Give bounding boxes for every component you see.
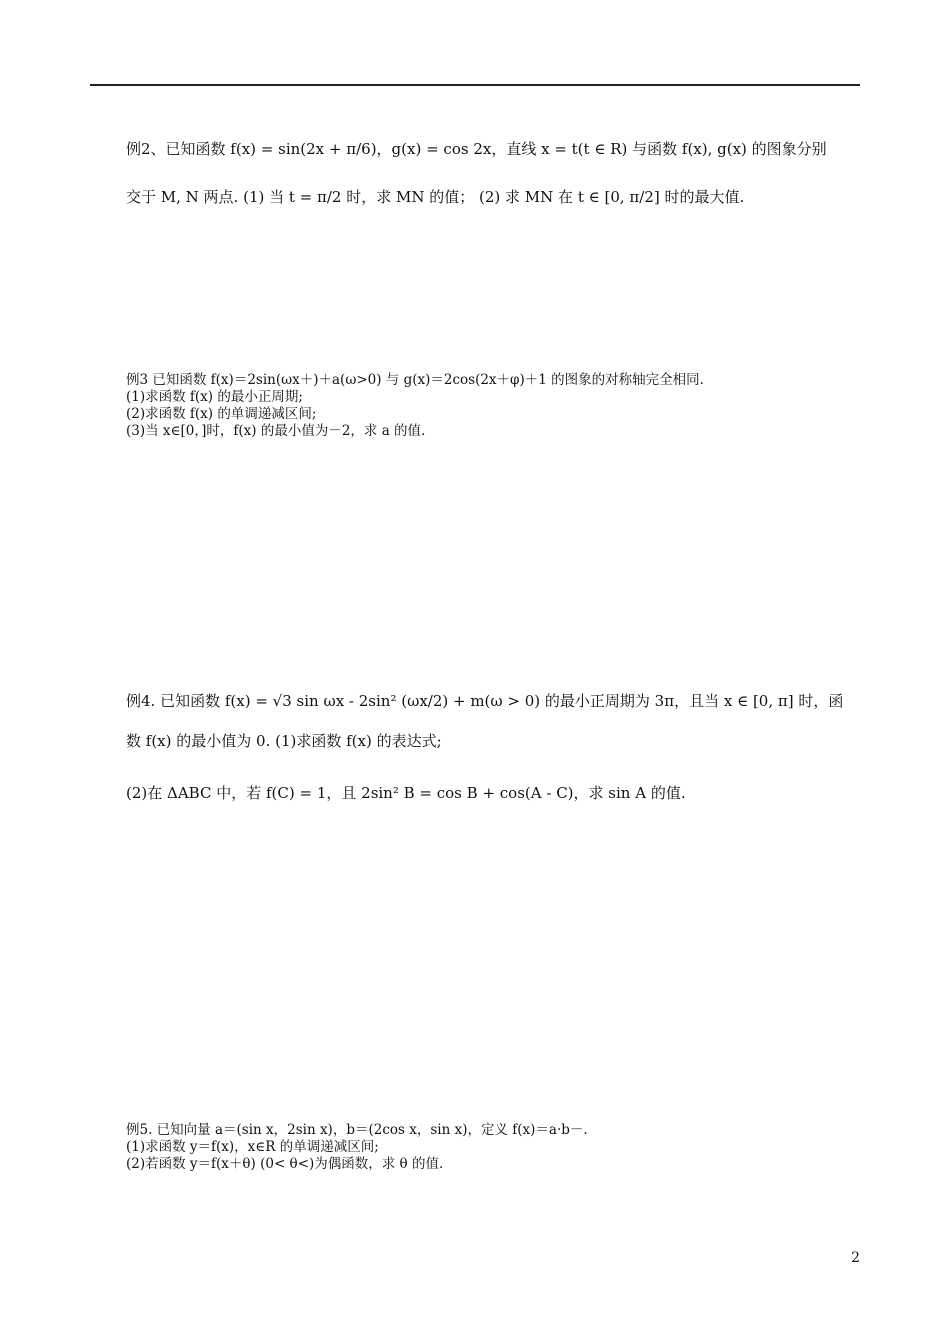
problem-3-line-2: (1)求函数 f(x) 的最小正周期;	[126, 389, 303, 405]
problem-4-line-1: 例4. 已知函数 f(x) = √3 sin ωx - 2sin² (ωx/2) + m(ω > 0) 的最小正周期为 3π，且当 x ∈ [0, π] 时，函	[126, 692, 844, 710]
problem-2-line-1: 例2、已知函数 f(x) = sin(2x + π/6)，g(x) = cos 2x，直线 x = t(t ∈ R) 与函数 f(x), g(x) 的图象分别	[126, 140, 827, 158]
problem-4-line-3: (2)在 ΔABC 中，若 f(C) = 1，且 2sin² B = cos B + cos(A - C)，求 sin A 的值.	[126, 784, 686, 802]
page-number: 2	[851, 1250, 860, 1266]
problem-3-line-1: 例3 已知函数 f(x)＝2sin(ωx＋)＋a(ω>0) 与 g(x)＝2cos(2x＋φ)＋1 的图象的对称轴完全相同.	[126, 372, 704, 388]
problem-3-line-3: (2)求函数 f(x) 的单调递减区间;	[126, 406, 317, 422]
header-rule	[90, 84, 860, 86]
problem-5-line-2: (1)求函数 y＝f(x)，x∈R 的单调递减区间;	[126, 1139, 379, 1155]
problem-4-line-2: 数 f(x) 的最小值为 0. (1)求函数 f(x) 的表达式;	[126, 732, 442, 750]
problem-5-line-1: 例5. 已知向量 a＝(sin x，2sin x)，b＝(2cos x，sin x)，定义 f(x)＝a·b－.	[126, 1122, 588, 1138]
problem-3-line-4: (3)当 x∈[0，]时，f(x) 的最小值为－2，求 a 的值.	[126, 423, 426, 439]
problem-2-line-2: 交于 M, N 两点. (1) 当 t = π/2 时，求 MN 的值； (2) 求 MN 在 t ∈ [0, π/2] 时的最大值.	[126, 188, 745, 206]
problem-5-line-3: (2)若函数 y＝f(x＋θ) (0< θ<)为偶函数，求 θ 的值.	[126, 1156, 444, 1172]
